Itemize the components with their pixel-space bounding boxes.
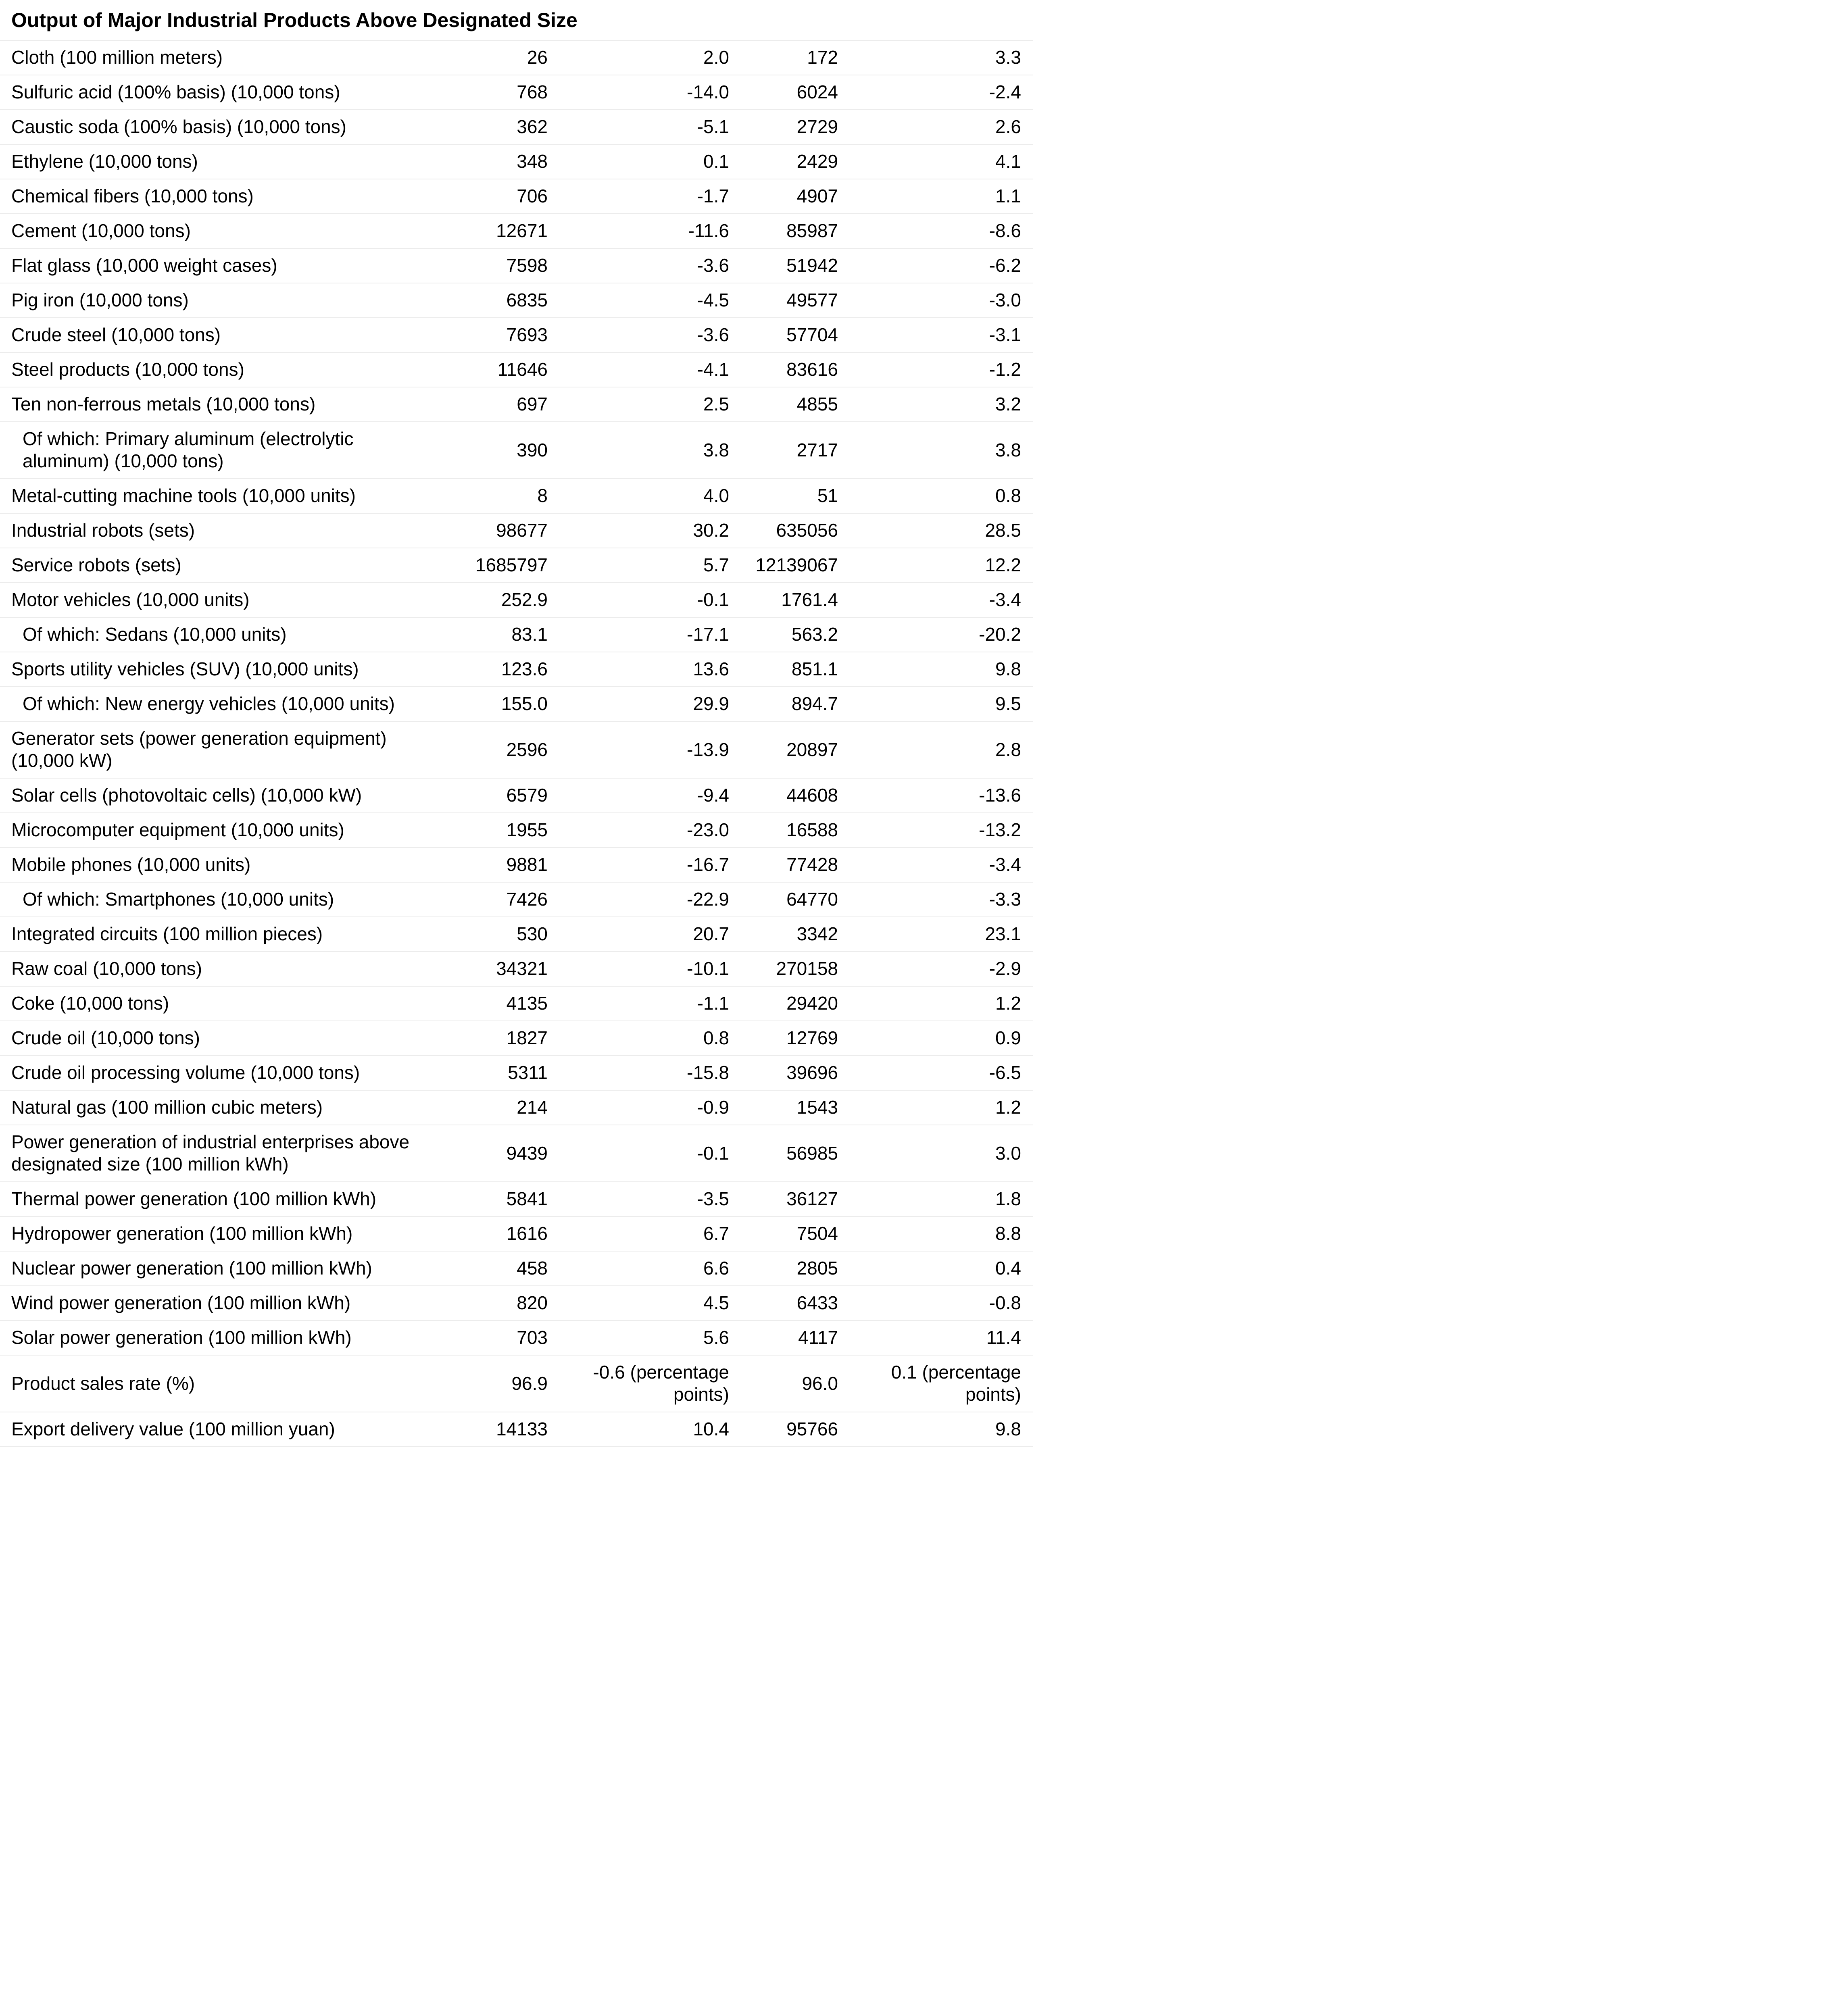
table-row [0,144,1033,179]
value-cell-4: 9.8 [850,1412,1033,1447]
product-name-cell: Thermal power generation (100 million kWh) [0,1182,436,1216]
value-cell-4: 0.1 (percentage points) [850,1355,1033,1412]
value-cell-3: 49577 [741,283,850,318]
value-cell-2: 20.7 [560,917,741,952]
value-cell-1: 1955 [436,813,560,848]
value-cell-4: 28.5 [850,513,1033,548]
value-cell-4: 9.8 [850,652,1033,687]
table-row [0,318,1033,352]
value-cell-2: -0.9 [560,1090,741,1125]
value-cell-2: 30.2 [560,513,741,548]
value-cell-3: 4855 [741,387,850,422]
value-cell-1: 2596 [436,721,560,778]
value-cell-1: 7426 [436,882,560,917]
value-cell-1: 706 [436,179,560,214]
value-cell-4: -3.4 [850,583,1033,617]
value-cell-3: 2805 [741,1251,850,1286]
value-cell-1: 96.9 [436,1355,560,1412]
value-cell-1: 214 [436,1090,560,1125]
table-row [0,1355,1033,1412]
value-cell-4: 3.0 [850,1125,1033,1182]
value-cell-4: -20.2 [850,617,1033,652]
table-row [0,583,1033,617]
value-cell-3: 4907 [741,179,850,214]
table-row [0,813,1033,848]
value-cell-3: 2729 [741,110,850,144]
table-row [0,952,1033,986]
product-name-cell: Service robots (sets) [0,548,436,583]
value-cell-1: 6835 [436,283,560,318]
product-name-cell: Chemical fibers (10,000 tons) [0,179,436,214]
table-row [0,1021,1033,1056]
value-cell-3: 85987 [741,214,850,248]
value-cell-2: -0.1 [560,1125,741,1182]
value-cell-1: 530 [436,917,560,952]
table-row [0,986,1033,1021]
value-cell-1: 34321 [436,952,560,986]
value-cell-4: 1.2 [850,986,1033,1021]
value-cell-2: 6.7 [560,1216,741,1251]
value-cell-4: -13.2 [850,813,1033,848]
value-cell-1: 26 [436,40,560,75]
value-cell-2: -3.6 [560,248,741,283]
value-cell-4: 23.1 [850,917,1033,952]
table-row [0,1216,1033,1251]
product-name-cell: Sulfuric acid (100% basis) (10,000 tons) [0,75,436,110]
value-cell-1: 5841 [436,1182,560,1216]
value-cell-2: -11.6 [560,214,741,248]
value-cell-1: 11646 [436,352,560,387]
value-cell-2: -13.9 [560,721,741,778]
table-row [0,283,1033,318]
value-cell-4: 4.1 [850,144,1033,179]
value-cell-2: -23.0 [560,813,741,848]
product-name-cell: Ethylene (10,000 tons) [0,144,436,179]
value-cell-2: -10.1 [560,952,741,986]
value-cell-2: 5.7 [560,548,741,583]
value-cell-3: 4117 [741,1320,850,1355]
product-name-cell: Cloth (100 million meters) [0,40,436,75]
value-cell-3: 563.2 [741,617,850,652]
table-row [0,479,1033,513]
value-cell-2: -4.1 [560,352,741,387]
table-row [0,75,1033,110]
value-cell-2: -3.6 [560,318,741,352]
value-cell-1: 1827 [436,1021,560,1056]
table-row [0,387,1033,422]
table-row [0,721,1033,778]
value-cell-1: 7598 [436,248,560,283]
table-row [0,513,1033,548]
value-cell-2: 10.4 [560,1412,741,1447]
value-cell-3: 77428 [741,848,850,882]
value-cell-2: -9.4 [560,778,741,813]
product-name-cell: Motor vehicles (10,000 units) [0,583,436,617]
value-cell-2: -16.7 [560,848,741,882]
product-name-cell: Microcomputer equipment (10,000 units) [0,813,436,848]
product-name-cell: Nuclear power generation (100 million kWh) [0,1251,436,1286]
value-cell-3: 1543 [741,1090,850,1125]
value-cell-1: 14133 [436,1412,560,1447]
product-name-cell: Sports utility vehicles (SUV) (10,000 units) [0,652,436,687]
table-row [0,917,1033,952]
value-cell-3: 56985 [741,1125,850,1182]
value-cell-4: -8.6 [850,214,1033,248]
table-row [0,687,1033,721]
table-row [0,248,1033,283]
value-cell-2: -22.9 [560,882,741,917]
value-cell-1: 4135 [436,986,560,1021]
value-cell-4: -6.2 [850,248,1033,283]
table-row [0,110,1033,144]
product-name-cell: Hydropower generation (100 million kWh) [0,1216,436,1251]
value-cell-2: -15.8 [560,1056,741,1090]
value-cell-3: 44608 [741,778,850,813]
product-name-cell: Flat glass (10,000 weight cases) [0,248,436,283]
value-cell-3: 16588 [741,813,850,848]
value-cell-1: 5311 [436,1056,560,1090]
value-cell-3: 12769 [741,1021,850,1056]
product-name-cell: Solar power generation (100 million kWh) [0,1320,436,1355]
product-name-cell: Crude steel (10,000 tons) [0,318,436,352]
product-name-cell: Metal-cutting machine tools (10,000 units) [0,479,436,513]
value-cell-2: -14.0 [560,75,741,110]
value-cell-3: 36127 [741,1182,850,1216]
value-cell-3: 3342 [741,917,850,952]
value-cell-2: 5.6 [560,1320,741,1355]
value-cell-3: 7504 [741,1216,850,1251]
value-cell-2: -0.6 (percentage points) [560,1355,741,1412]
value-cell-1: 98677 [436,513,560,548]
value-cell-4: 2.8 [850,721,1033,778]
value-cell-4: 12.2 [850,548,1033,583]
value-cell-2: 29.9 [560,687,741,721]
value-cell-1: 9881 [436,848,560,882]
value-cell-3: 29420 [741,986,850,1021]
industrial-output-table [0,40,1033,1447]
value-cell-4: -3.3 [850,882,1033,917]
value-cell-4: 8.8 [850,1216,1033,1251]
value-cell-3: 894.7 [741,687,850,721]
page-title: Output of Major Industrial Products Above Designated Size [11,9,578,31]
table-row [0,617,1033,652]
value-cell-2: -1.7 [560,179,741,214]
value-cell-4: -3.1 [850,318,1033,352]
product-name-cell: Caustic soda (100% basis) (10,000 tons) [0,110,436,144]
product-name-cell: Crude oil processing volume (10,000 tons) [0,1056,436,1090]
product-name-cell: Power generation of industrial enterprises above designated size (100 million kWh) [0,1125,436,1182]
product-name-cell: Ten non-ferrous metals (10,000 tons) [0,387,436,422]
table-row [0,1251,1033,1286]
value-cell-1: 83.1 [436,617,560,652]
product-name-cell: Raw coal (10,000 tons) [0,952,436,986]
value-cell-3: 851.1 [741,652,850,687]
value-cell-4: 11.4 [850,1320,1033,1355]
table-row [0,40,1033,75]
value-cell-1: 362 [436,110,560,144]
value-cell-1: 7693 [436,318,560,352]
table-row [0,778,1033,813]
value-cell-3: 2717 [741,422,850,479]
product-name-cell: Of which: Primary aluminum (electrolytic aluminum) (10,000 tons) [0,422,436,479]
value-cell-1: 155.0 [436,687,560,721]
product-name-cell: Crude oil (10,000 tons) [0,1021,436,1056]
product-name-cell: Mobile phones (10,000 units) [0,848,436,882]
table-row [0,548,1033,583]
product-name-cell: Industrial robots (sets) [0,513,436,548]
value-cell-1: 6579 [436,778,560,813]
value-cell-1: 123.6 [436,652,560,687]
value-cell-2: 3.8 [560,422,741,479]
value-cell-4: 1.1 [850,179,1033,214]
value-cell-2: -1.1 [560,986,741,1021]
product-name-cell: Wind power generation (100 million kWh) [0,1286,436,1320]
value-cell-1: 12671 [436,214,560,248]
value-cell-4: 3.2 [850,387,1033,422]
value-cell-4: -1.2 [850,352,1033,387]
value-cell-1: 390 [436,422,560,479]
product-name-cell: Steel products (10,000 tons) [0,352,436,387]
product-name-cell: Of which: Sedans (10,000 units) [0,617,436,652]
value-cell-3: 12139067 [741,548,850,583]
table-row [0,1286,1033,1320]
value-cell-4: -2.9 [850,952,1033,986]
table-row [0,1320,1033,1355]
value-cell-2: 0.8 [560,1021,741,1056]
value-cell-1: 703 [436,1320,560,1355]
value-cell-2: -3.5 [560,1182,741,1216]
table-row [0,1182,1033,1216]
value-cell-2: -4.5 [560,283,741,318]
product-name-cell: Cement (10,000 tons) [0,214,436,248]
value-cell-4: -6.5 [850,1056,1033,1090]
table-row [0,1125,1033,1182]
value-cell-3: 20897 [741,721,850,778]
value-cell-2: 6.6 [560,1251,741,1286]
value-cell-2: -5.1 [560,110,741,144]
value-cell-3: 64770 [741,882,850,917]
value-cell-3: 96.0 [741,1355,850,1412]
table-row [0,422,1033,479]
value-cell-4: -13.6 [850,778,1033,813]
table-row [0,1090,1033,1125]
product-name-cell: Export delivery value (100 million yuan) [0,1412,436,1447]
table-row [0,1412,1033,1447]
value-cell-4: -3.4 [850,848,1033,882]
value-cell-2: 4.5 [560,1286,741,1320]
value-cell-3: 1761.4 [741,583,850,617]
product-name-cell: Integrated circuits (100 million pieces) [0,917,436,952]
product-name-cell: Of which: New energy vehicles (10,000 units) [0,687,436,721]
product-name-cell: Of which: Smartphones (10,000 units) [0,882,436,917]
value-cell-2: 4.0 [560,479,741,513]
value-cell-3: 635056 [741,513,850,548]
value-cell-3: 2429 [741,144,850,179]
value-cell-4: 0.8 [850,479,1033,513]
value-cell-4: -0.8 [850,1286,1033,1320]
table-row [0,652,1033,687]
value-cell-1: 458 [436,1251,560,1286]
value-cell-1: 768 [436,75,560,110]
table-row [0,882,1033,917]
value-cell-4: 3.8 [850,422,1033,479]
value-cell-3: 57704 [741,318,850,352]
value-cell-2: 2.5 [560,387,741,422]
value-cell-1: 8 [436,479,560,513]
product-name-cell: Product sales rate (%) [0,1355,436,1412]
product-name-cell: Solar cells (photovoltaic cells) (10,000 kW) [0,778,436,813]
value-cell-4: 3.3 [850,40,1033,75]
value-cell-3: 270158 [741,952,850,986]
value-cell-1: 1616 [436,1216,560,1251]
value-cell-2: 2.0 [560,40,741,75]
value-cell-1: 820 [436,1286,560,1320]
value-cell-1: 348 [436,144,560,179]
value-cell-1: 252.9 [436,583,560,617]
table-row [0,179,1033,214]
value-cell-3: 95766 [741,1412,850,1447]
value-cell-3: 51942 [741,248,850,283]
table-row [0,214,1033,248]
product-name-cell: Coke (10,000 tons) [0,986,436,1021]
value-cell-3: 6433 [741,1286,850,1320]
value-cell-3: 172 [741,40,850,75]
table-row [0,1056,1033,1090]
table-body [0,40,1033,1447]
value-cell-2: 0.1 [560,144,741,179]
product-name-cell: Generator sets (power generation equipment) (10,000 kW) [0,721,436,778]
product-name-cell: Pig iron (10,000 tons) [0,283,436,318]
value-cell-4: 1.8 [850,1182,1033,1216]
table-row [0,352,1033,387]
value-cell-2: 13.6 [560,652,741,687]
value-cell-4: 1.2 [850,1090,1033,1125]
value-cell-4: 0.9 [850,1021,1033,1056]
value-cell-4: 2.6 [850,110,1033,144]
value-cell-3: 6024 [741,75,850,110]
value-cell-4: 9.5 [850,687,1033,721]
value-cell-1: 9439 [436,1125,560,1182]
value-cell-3: 83616 [741,352,850,387]
product-name-cell: Natural gas (100 million cubic meters) [0,1090,436,1125]
value-cell-4: 0.4 [850,1251,1033,1286]
value-cell-1: 697 [436,387,560,422]
value-cell-2: -17.1 [560,617,741,652]
value-cell-3: 39696 [741,1056,850,1090]
value-cell-4: -2.4 [850,75,1033,110]
table-row [0,848,1033,882]
value-cell-3: 51 [741,479,850,513]
value-cell-2: -0.1 [560,583,741,617]
value-cell-1: 1685797 [436,548,560,583]
value-cell-4: -3.0 [850,283,1033,318]
